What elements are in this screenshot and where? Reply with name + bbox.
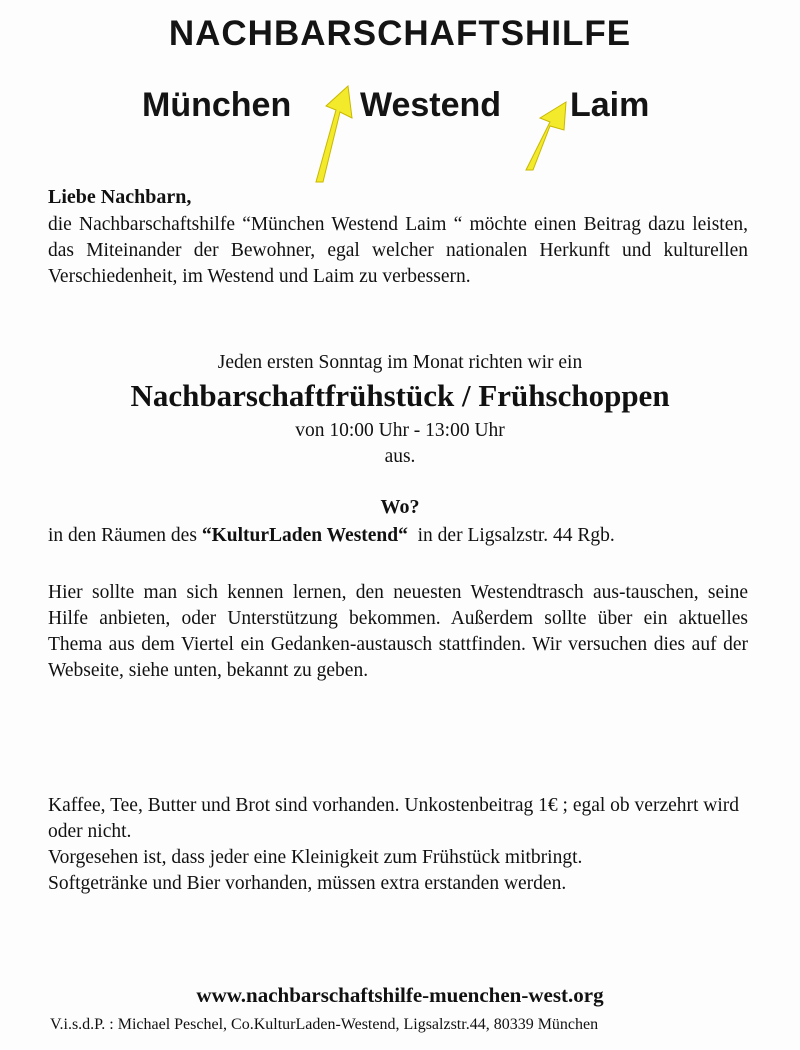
intro-paragraph: die Nachbarschaftshilfe “München Westend Laim “ möchte einen Beitrag dazu leisten, das Miteinander der Bewohner, egal welcher nationalen Herkunft und kulturellen Verschiedenheit, im Westend und Laim zu verbessern. (48, 214, 748, 287)
greeting: Liebe Nachbarn, (48, 186, 192, 208)
refreshments-block (48, 793, 748, 897)
location-line (48, 525, 615, 547)
subtitle-muenchen: München (142, 86, 292, 124)
arrow-shape (316, 86, 352, 182)
refreshments-line-2: Vorgesehen ist, dass jeder eine Kleinigkeit zum Frühstück mitbringt. (48, 847, 583, 868)
website-url: www.nachbarschaftshilfe-muenchen-west.org (196, 983, 604, 1007)
event-time: von 10:00 Uhr - 13:00 Uhr (295, 420, 505, 441)
event-headline: Nachbarschaftfrühstück / Frühschoppen (130, 378, 670, 413)
location-prefix: in den Räumen des (48, 525, 202, 546)
refreshments-line-3: Softgetränke und Bier vorhanden, müssen extra erstanden werden. (48, 873, 567, 894)
location-heading: Wo? (380, 496, 420, 518)
imprint: V.i.s.d.P. : Michael Peschel, Co.KulturLaden-Westend, Ligsalzstr.44, 80339 München (50, 1016, 599, 1033)
venue-name: “KulturLaden Westend“ (201, 525, 408, 546)
yellow-arrow-icon (520, 98, 580, 173)
subtitle-laim: Laim (570, 86, 650, 124)
yellow-arrow-icon (300, 82, 360, 187)
event-intro-line: Jeden ersten Sonntag im Monat richten wir ein (217, 352, 583, 373)
event-suffix: aus. (384, 446, 416, 467)
body-paragraph: Hier sollte man sich kennen lernen, den neuesten Westendtrasch aus-tauschen, seine Hilfe anbieten, oder Unterstützung bekommen. Außerdem sollte über ein aktuelles Thema aus dem Viertel ein Gedanken-austausch stattfinden. Wir versuchen dies auf der Webseite, siehe unten, bekannt zu geben. (48, 582, 748, 681)
page-title: NACHBARSCHAFTSHILFE (168, 14, 632, 53)
subtitle-westend: Westend (360, 86, 502, 124)
location-suffix: in der Ligsalzstr. 44 Rgb. (407, 525, 615, 546)
arrow-shape (526, 102, 566, 170)
refreshments-line-1: Kaffee, Tee, Butter und Brot sind vorhanden. Unkostenbeitrag 1€ ; egal ob verzehrt wird oder nicht. (48, 795, 740, 842)
